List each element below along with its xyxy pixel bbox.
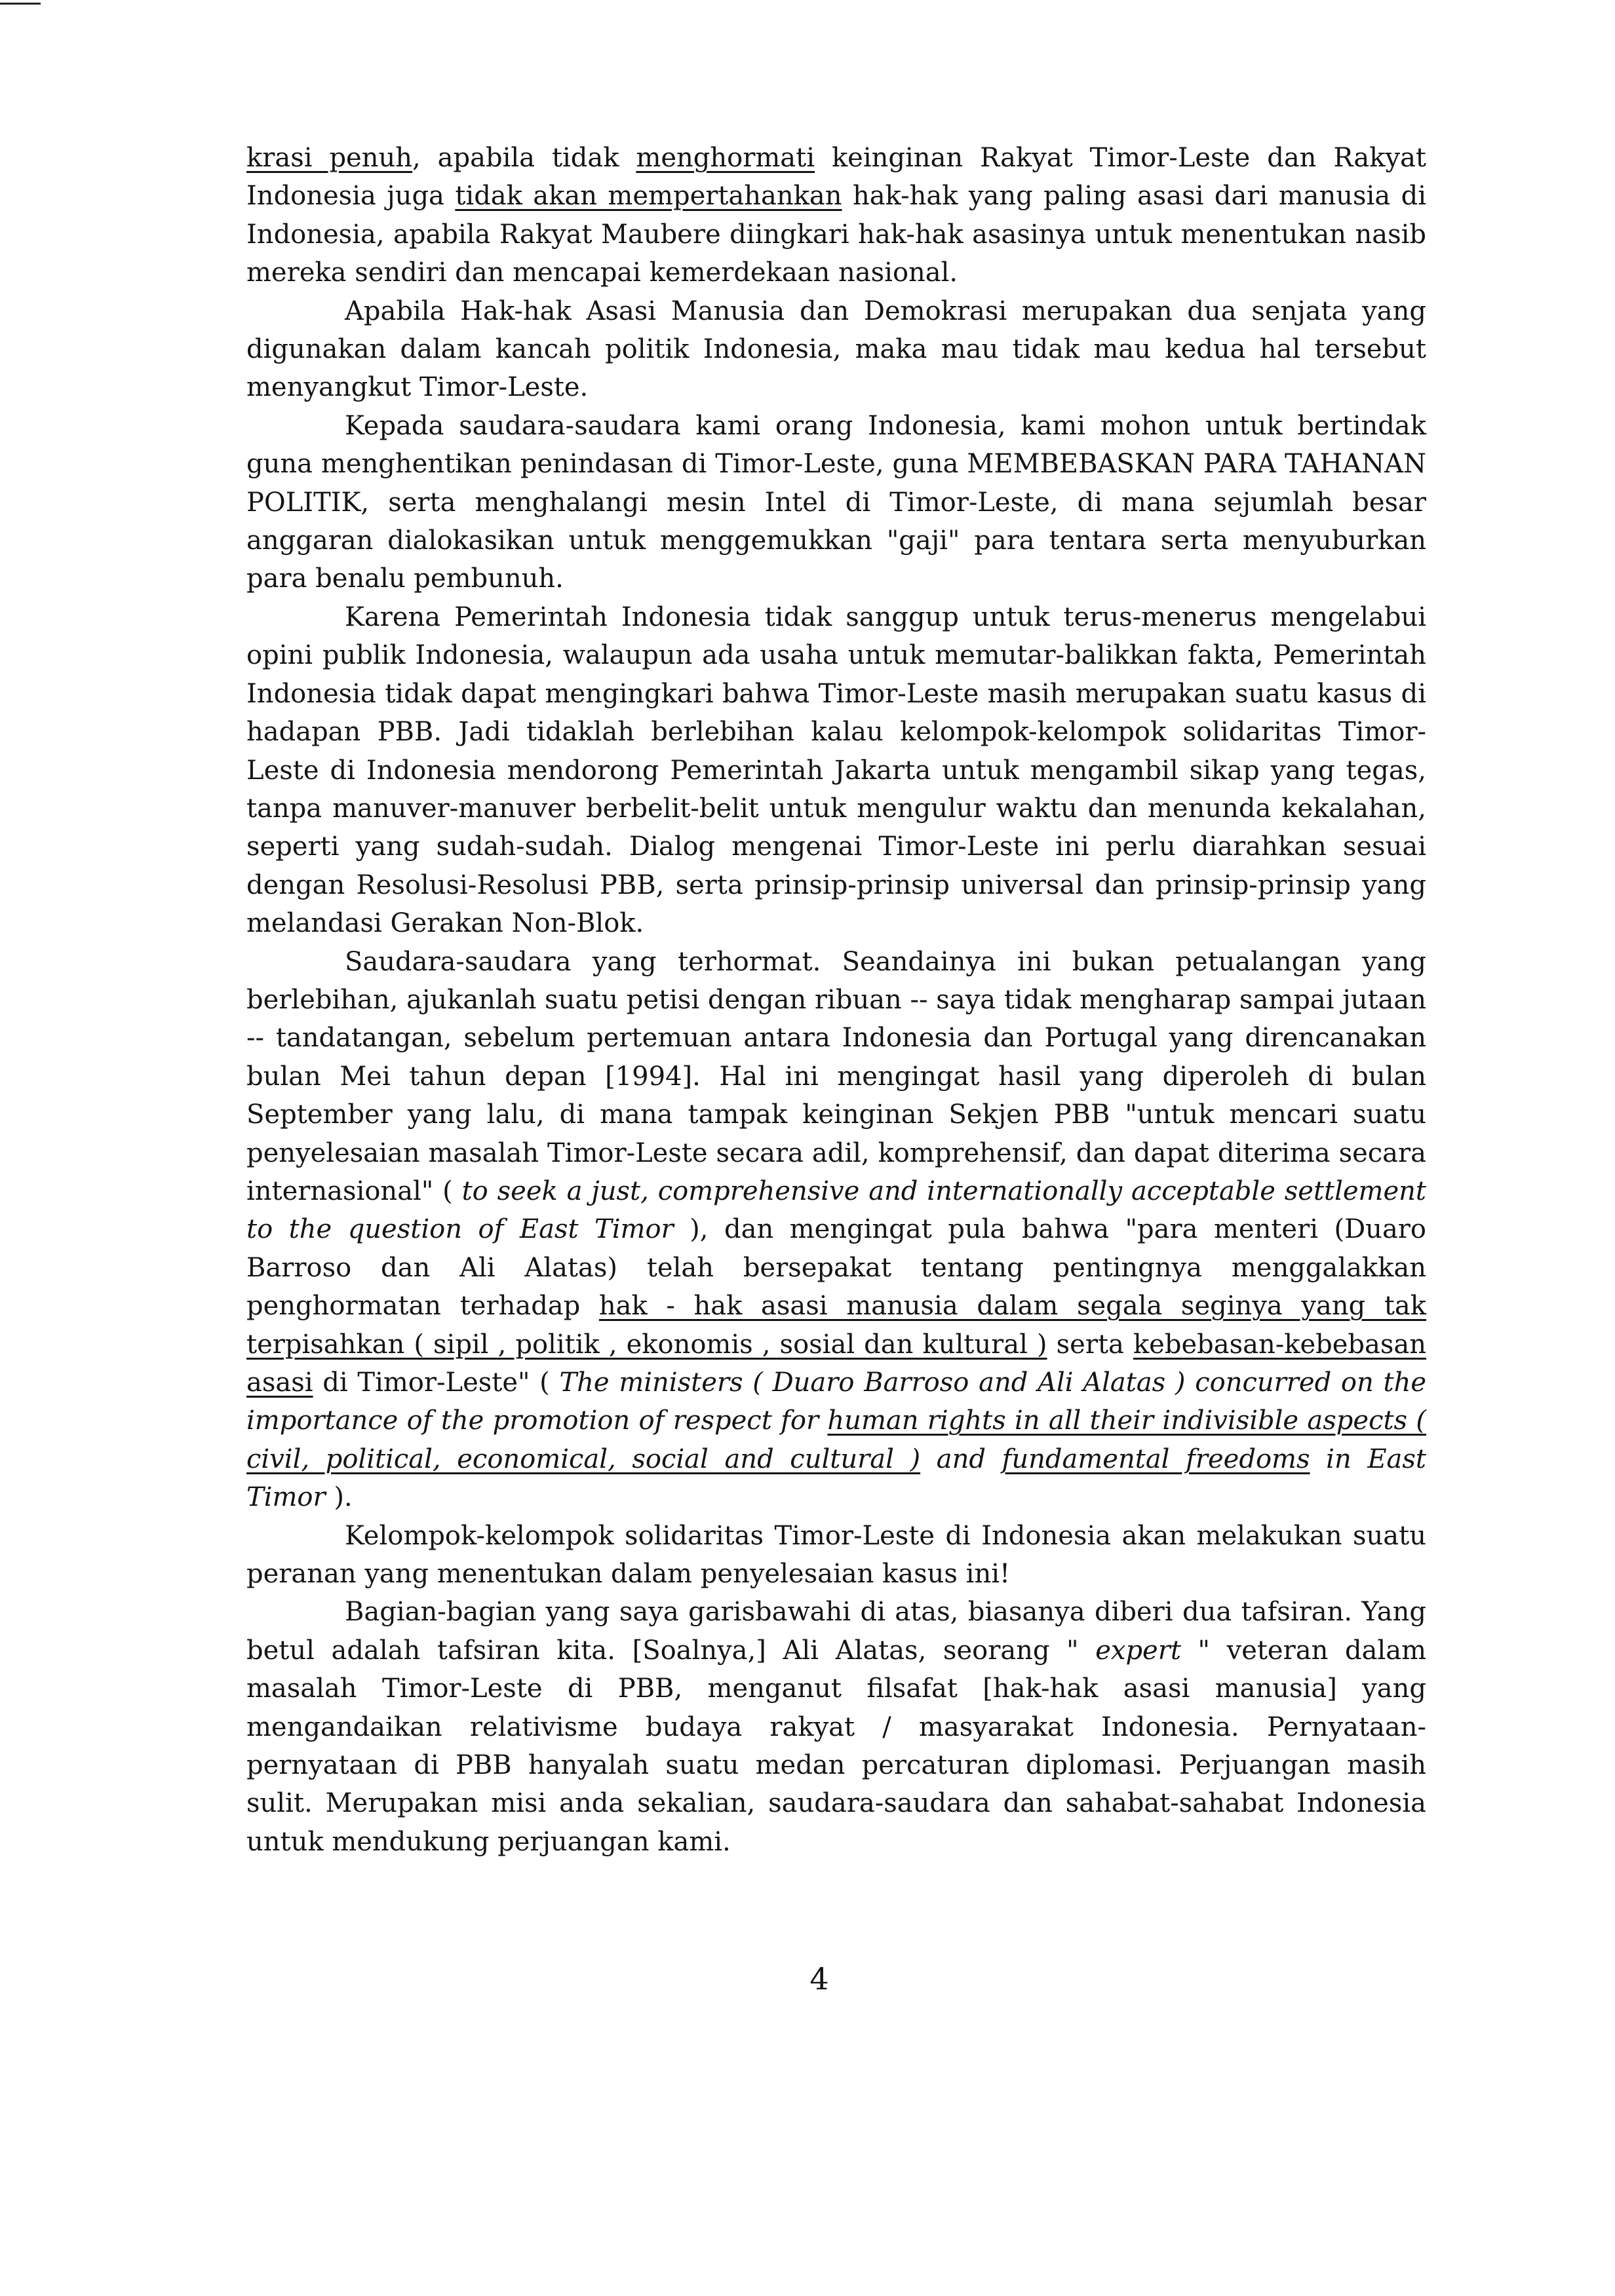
text-run: ).	[325, 1482, 353, 1513]
page-number: 4	[809, 1961, 829, 1997]
text-run: keinginan Rakyat Timor-Leste dan Rakyat Indonesia juga	[246, 143, 1427, 212]
italic-text: The ministers ( Duaro Barroso and Ali Alatas ) concurred on the importance of the promotion of respect for	[246, 1368, 1427, 1436]
text-run: , apabila tidak	[412, 143, 636, 173]
paragraph	[246, 1517, 1426, 1594]
text-run: Bagian-bagian yang saya garisbawahi di atas, biasanya diberi dua tafsiran. Yang betul adalah tafsiran kita. [Soalnya,] Ali Alatas, seorang "	[246, 1597, 1426, 1666]
text-run: Saudara-saudara yang terhormat. Seandainya ini bukan petualangan yang berlebihan, ajukanlah suatu petisi dengan ribuan -- saya tidak mengharap sampai jutaan -- tandatangan, sebelum pertemuan antara Indonesia dan Portugal yang direncanakan bulan Mei tahun depan [1994]. Hal ini mengingat hasil yang diperoleh di bulan September yang lalu, di mana tampak keinginan Sekjen PBB "untuk mencari suatu penyelesaian masalah Timor-Leste secara adil, komprehensif, dan dapat diterima secara internasional" (	[246, 946, 1426, 1206]
underlined-text: menghormati	[636, 143, 815, 173]
paragraph	[246, 292, 1426, 407]
scan-edge-mark	[0, 3, 41, 5]
italic-text: expert	[1095, 1635, 1181, 1666]
paragraph	[246, 1593, 1426, 1861]
paragraph	[246, 598, 1426, 943]
underlined-text: tidak akan mempertahankan	[455, 181, 842, 212]
paragraph	[246, 407, 1426, 598]
underlined-text: human rights in all their indivisible aspects ( civil, political, economical, social and cultural )	[246, 1406, 1427, 1474]
italic-text: to seek a just, comprehensive and internationally acceptable settlement to the question of East Timor	[246, 1176, 1426, 1245]
underlined-text: kebebasan-kebebasan asasi	[246, 1329, 1427, 1398]
italic-text: in East Timor	[246, 1444, 1426, 1513]
document-body	[246, 139, 1426, 1861]
text-run: di Timor-Leste" (	[313, 1368, 560, 1398]
underlined-text: hak - hak asasi manusia dalam segala seginya yang tak terpisahkan ( sipil , politik , ekonomis , sosial dan kultural )	[246, 1291, 1426, 1360]
text-run: Kepada saudara-saudara kami orang Indonesia, kami mohon untuk bertindak guna menghentikan penindasan di Timor-Leste, guna MEMBEBASKAN PARA TAHANAN POLITIK, serta menghalangi mesin Intel di Timor-Leste, di mana sejumlah besar anggaran dialokasikan untuk menggemukkan "gaji" para tentara serta menyuburkan para benalu pembunuh.	[246, 410, 1426, 594]
text-run: " veteran dalam masalah Timor-Leste di PBB, menganut filsafat [hak-hak asasi manusia] yang mengandaikan relativisme budaya rakyat / masyarakat Indonesia. Pernyataan-pernyataan di PBB hanyalah suatu medan percaturan diplomasi. Perjuangan masih sulit. Merupakan misi anda sekalian, saudara-saudara dan sahabat-sahabat Indonesia untuk mendukung perjuangan kami.	[246, 1635, 1426, 1857]
text-run: Kelompok-kelompok solidaritas Timor-Leste di Indonesia akan melakukan suatu peranan yang menentukan dalam penyelesaian kasus ini!	[246, 1520, 1426, 1590]
underlined-text: fundamental freedoms	[1002, 1444, 1310, 1474]
paragraph	[246, 943, 1426, 1517]
text-run: Karena Pemerintah Indonesia tidak sanggup untuk terus-menerus mengelabui opini publik Indonesia, walaupun ada usaha untuk memutar-balikkan fakta, Pemerintah Indonesia tidak dapat mengingkari bahwa Timor-Leste masih merupakan suatu kasus di hadapan PBB. Jadi tidaklah berlebihan kalau kelompok-kelompok solidaritas Timor-Leste di Indonesia mendorong Pemerintah Jakarta untuk mengambil sikap yang tegas, tanpa manuver-manuver berbelit-belit untuk mengulur waktu dan menunda kekalahan, seperti yang sudah-sudah. Dialog mengenai Timor-Leste ini perlu diarahkan sesuai dengan Resolusi-Resolusi PBB, serta prinsip-prinsip universal dan prinsip-prinsip yang melandasi Gerakan Non-Blok.	[246, 602, 1426, 939]
text-run: ), dan mengingat pula bahwa "para menteri (Duaro Barroso dan Ali Alatas) telah bersepakat tentang pentingnya menggalakkan penghormatan terhadap	[246, 1214, 1426, 1322]
text-run: hak-hak yang paling asasi dari manusia di Indonesia, apabila Rakyat Maubere diingkari hak-hak asasinya untuk menentukan nasib mereka sendiri dan mencapai kemerdekaan nasional.	[246, 181, 1426, 288]
text-run: serta	[1047, 1329, 1133, 1360]
paragraph	[246, 139, 1426, 292]
underlined-text: krasi penuh	[246, 143, 413, 173]
text-run: Apabila Hak-hak Asasi Manusia dan Demokrasi merupakan dua senjata yang digunakan dalam kancah politik Indonesia, maka mau tidak mau kedua hal tersebut menyangkut Timor-Leste.	[246, 296, 1426, 403]
italic-text: and	[920, 1444, 1002, 1474]
